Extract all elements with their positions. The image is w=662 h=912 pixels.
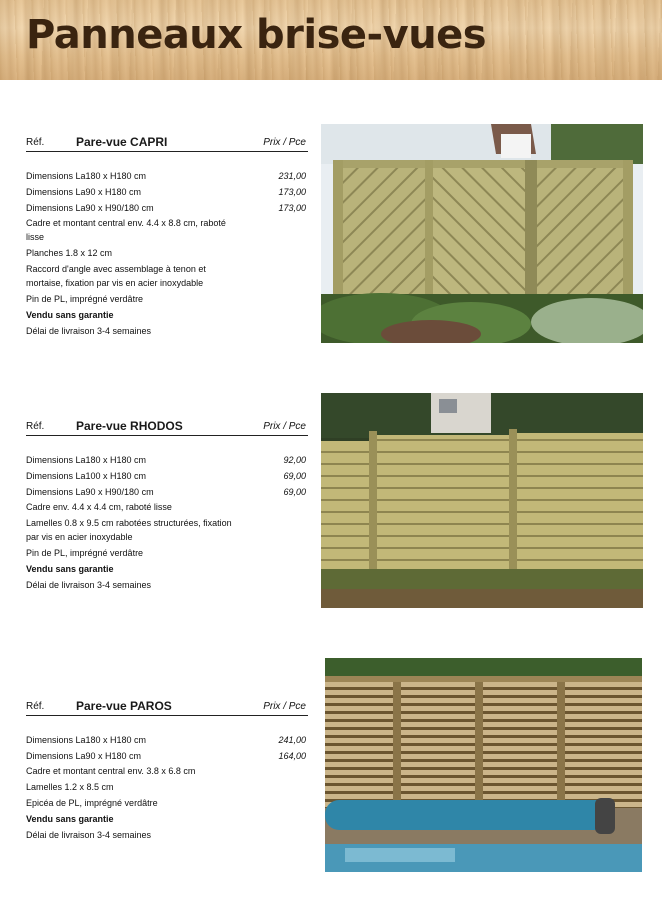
product-name: Pare-vue RHODOS	[76, 419, 183, 433]
dimension-label: Dimensions La90 x H90/180 cm	[26, 487, 154, 497]
spec-item: Pin de PL, imprégné verdâtre	[26, 294, 144, 304]
spec-list	[26, 216, 308, 338]
dimension-row	[26, 484, 308, 500]
spec-item: Cadre et montant central env. 3.8 x 6.8 cm	[26, 766, 196, 776]
spec-item: Planches 1.8 x 12 cm	[26, 248, 113, 258]
product-photo-rhodos	[321, 393, 643, 608]
product-name: Pare-vue CAPRI	[76, 135, 168, 149]
ref-label: Réf.	[26, 701, 45, 712]
spec-item-warranty: Vendu sans garantie	[26, 814, 114, 824]
spec-item-delivery: Délai de livraison 3-4 semaines	[26, 830, 152, 840]
dimension-row	[26, 184, 308, 200]
price-header: Prix / Pce	[263, 137, 306, 148]
product-header	[26, 136, 308, 152]
spec-item: Raccord d'angle avec assemblage à tenon et mortaise, fixation par vis en acier inoxydable	[26, 264, 206, 288]
ref-label: Réf.	[26, 137, 45, 148]
dimension-price: 164,00	[278, 751, 306, 761]
product-header	[26, 700, 308, 716]
title-banner	[0, 0, 662, 80]
dimension-price: 173,00	[278, 203, 306, 213]
dimension-row	[26, 468, 308, 484]
product-photo-capri	[321, 124, 643, 343]
price-header: Prix / Pce	[263, 421, 306, 432]
dimension-row	[26, 168, 308, 184]
product-paros	[26, 700, 308, 844]
dimension-label: Dimensions La90 x H90/180 cm	[26, 203, 154, 213]
price-header: Prix / Pce	[263, 701, 306, 712]
dimension-price: 69,00	[283, 487, 306, 497]
spec-item: Cadre et montant central env. 4.4 x 8.8 cm, raboté lisse	[26, 218, 226, 242]
spec-item: Cadre env. 4.4 x 4.4 cm, raboté lisse	[26, 502, 172, 512]
spec-item-delivery: Délai de livraison 3-4 semaines	[26, 580, 152, 590]
dimension-row	[26, 748, 308, 764]
dimension-price: 241,00	[278, 735, 306, 745]
dimension-label: Dimensions La100 x H180 cm	[26, 471, 147, 481]
spec-item: Lamelles 0.8 x 9.5 cm rabotées structurées, fixation par vis en acier inoxydable	[26, 518, 232, 542]
dimension-row	[26, 452, 308, 468]
dimension-list	[26, 452, 308, 500]
dimension-price: 92,00	[283, 455, 306, 465]
dimension-label: Dimensions La90 x H180 cm	[26, 187, 142, 197]
spec-list	[26, 500, 308, 592]
dimension-label: Dimensions La90 x H180 cm	[26, 751, 142, 761]
dimension-label: Dimensions La180 x H180 cm	[26, 171, 147, 181]
product-photo-paros	[325, 658, 642, 872]
dimension-price: 173,00	[278, 187, 306, 197]
product-name: Pare-vue PAROS	[76, 699, 172, 713]
dimension-row	[26, 732, 308, 748]
dimension-row	[26, 200, 308, 216]
dimension-price: 231,00	[278, 171, 306, 181]
spec-list	[26, 764, 308, 842]
spec-item: Pin de PL, imprégné verdâtre	[26, 548, 144, 558]
product-rhodos	[26, 420, 308, 594]
dimension-label: Dimensions La180 x H180 cm	[26, 455, 147, 465]
spec-item-warranty: Vendu sans garantie	[26, 310, 114, 320]
spec-item-warranty: Vendu sans garantie	[26, 564, 114, 574]
product-capri	[26, 136, 308, 340]
spec-item-delivery: Délai de livraison 3-4 semaines	[26, 326, 152, 336]
page-title: Panneaux brise-vues	[26, 12, 487, 58]
ref-label: Réf.	[26, 421, 45, 432]
spec-item: Lamelles 1.2 x 8.5 cm	[26, 782, 114, 792]
dimension-list	[26, 168, 308, 216]
spec-item: Epicéa de PL, imprégné verdâtre	[26, 798, 158, 808]
dimension-label: Dimensions La180 x H180 cm	[26, 735, 147, 745]
dimension-list	[26, 732, 308, 764]
product-header	[26, 420, 308, 436]
dimension-price: 69,00	[283, 471, 306, 481]
